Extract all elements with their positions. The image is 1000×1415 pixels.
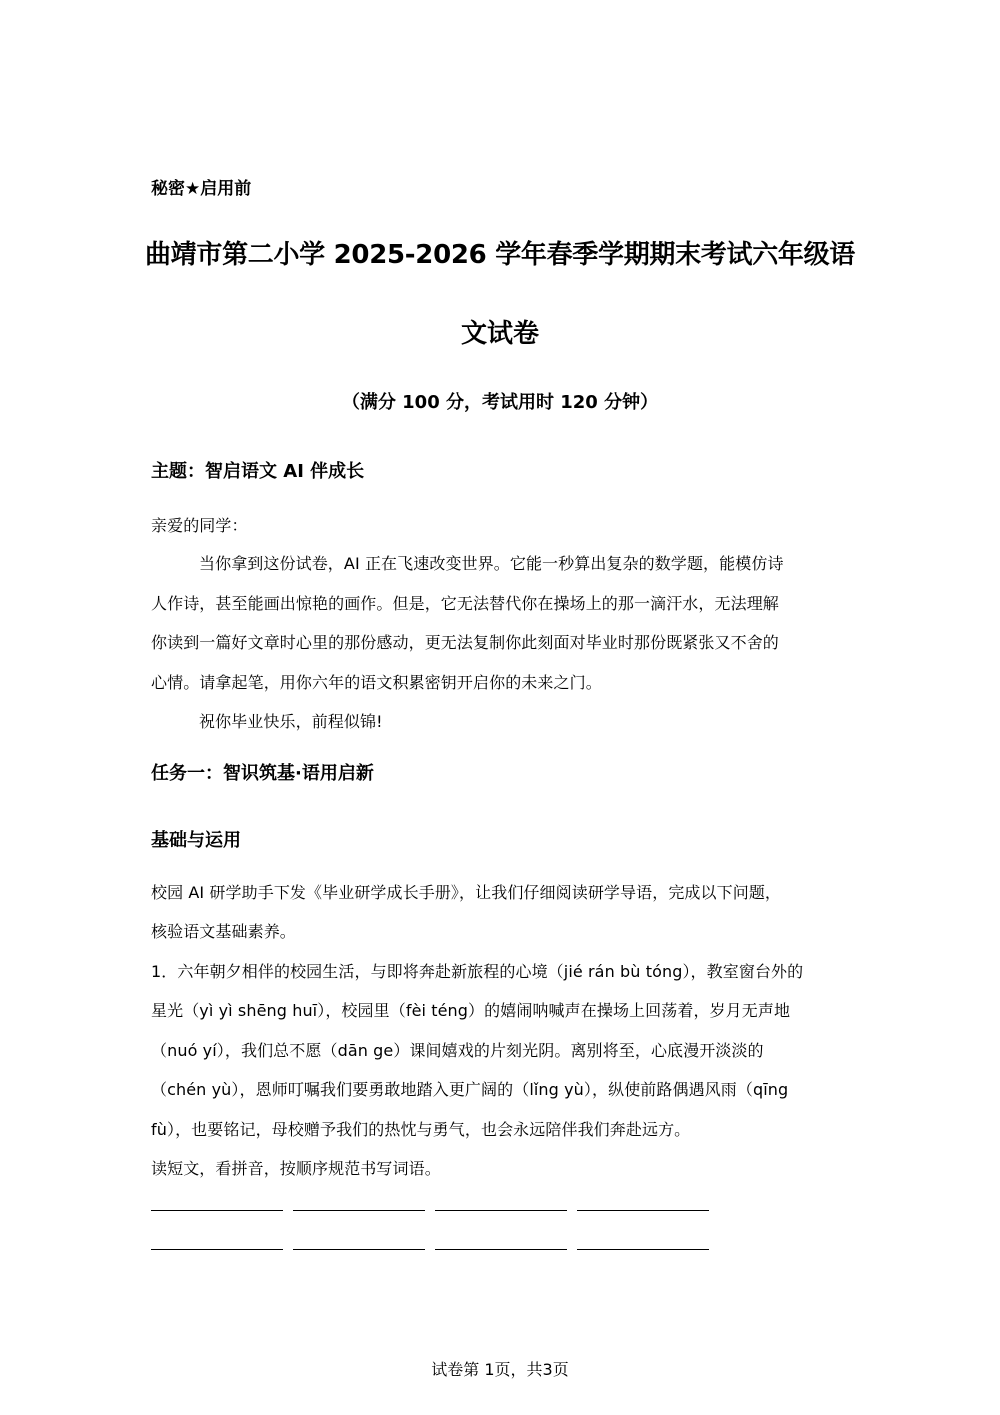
- answer-blanks-row-2: [151, 1249, 709, 1250]
- section-heading: 基础与运用: [151, 830, 241, 851]
- answer-blank[interactable]: [151, 1210, 283, 1211]
- task-intro-line: 校园 AI 研学助手下发《毕业研学成长手册》，让我们仔细阅读研学导语，完成以下问题，: [151, 883, 782, 902]
- page-footer: 试卷第 1页，共3页: [431, 1360, 569, 1379]
- question-1-line: （chén yù），恩师叮嘱我们要勇敢地踏入更广阔的（lǐng yù），纵使前路偶遇风雨（qīng: [151, 1080, 789, 1099]
- answer-blank[interactable]: [577, 1210, 709, 1211]
- theme-heading: 主题：智启语文 AI 伴成长: [151, 461, 365, 482]
- answer-blank[interactable]: [435, 1210, 567, 1211]
- exam-title-line-2: 文试卷: [460, 319, 539, 349]
- letter-wish: 祝你毕业快乐，前程似锦!: [199, 712, 383, 731]
- letter-paragraph-line: 当你拿到这份试卷，AI 正在飞速改变世界。它能一秒算出复杂的数学题，能模仿诗: [199, 554, 784, 573]
- answer-blank[interactable]: [435, 1249, 567, 1250]
- letter-paragraph-line: 人作诗，甚至能画出惊艳的画作。但是，它无法替代你在操场上的那一滴汗水，无法理解: [151, 594, 779, 613]
- letter-paragraph-line: 你读到一篇好文章时心里的那份感动，更无法复制你此刻面对毕业时那份既紧张又不舍的: [151, 633, 779, 652]
- confidential-label: 秘密★启用前: [151, 179, 252, 199]
- letter-greeting: 亲爱的同学：: [151, 516, 248, 535]
- question-1-line: 星光（yì yì shēng huī），校园里（fèi téng）的嬉闹呐喊声在操场上回荡着，岁月无声地: [151, 1001, 791, 1020]
- answer-blanks-row-1: [151, 1210, 709, 1211]
- question-instruction: 读短文，看拼音，按顺序规范书写词语。: [151, 1159, 441, 1178]
- answer-blank[interactable]: [293, 1210, 425, 1211]
- question-1-line: （nuó yí），我们总不愿（dān ge）课间嬉戏的片刻光阴。离别将至，心底漫开淡淡的: [151, 1041, 764, 1060]
- answer-blank[interactable]: [151, 1249, 283, 1250]
- task-intro-line: 核验语文基础素养。: [151, 922, 296, 941]
- answer-blank[interactable]: [577, 1249, 709, 1250]
- question-1-line: fù），也要铭记，母校赠予我们的热忱与勇气，也会永远陪伴我们奔赴远方。: [151, 1120, 691, 1139]
- exam-title-line-1: 曲靖市第二小学 2025-2026 学年春季学期期末考试六年级语: [144, 240, 856, 270]
- exam-subtitle: （满分 100 分，考试用时 120 分钟）: [341, 392, 659, 413]
- letter-paragraph-line: 心情。请拿起笔，用你六年的语文积累密钥开启你的未来之门。: [151, 673, 602, 692]
- answer-blank[interactable]: [293, 1249, 425, 1250]
- question-1-line: 1．六年朝夕相伴的校园生活，与即将奔赴新旅程的心境（jié rán bù tóng），教室窗台外的: [151, 962, 804, 981]
- task1-heading: 任务一：智识筑基·语用启新: [151, 763, 374, 784]
